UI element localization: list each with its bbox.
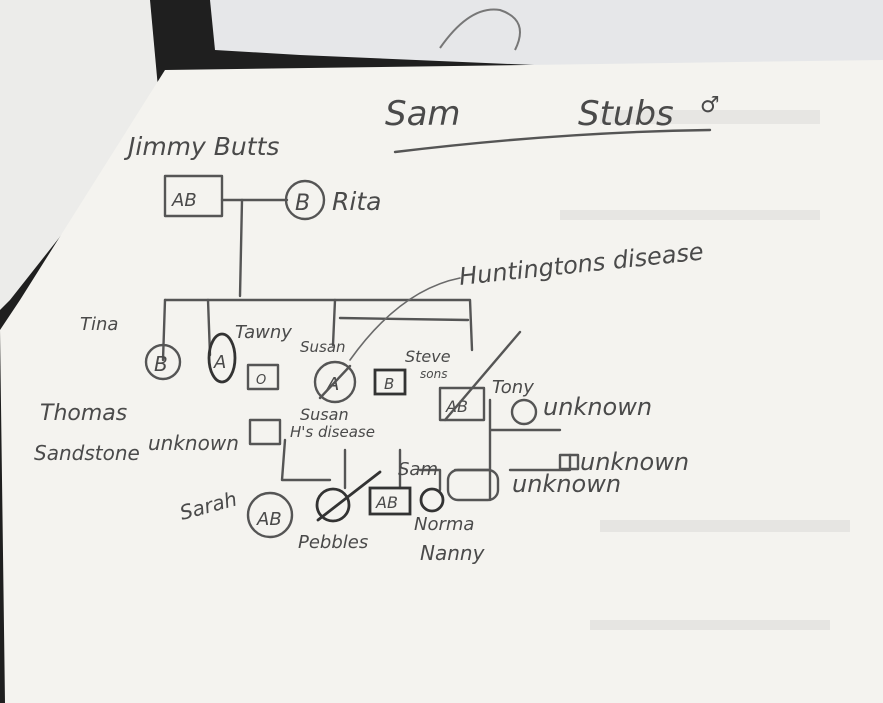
label-rita: Rita [332,187,382,216]
label-nanny: Nanny [420,541,485,565]
male-symbol: ♂ [700,93,720,118]
label-pebbles: Pebbles [298,532,369,553]
label-tina: Tina [80,314,119,335]
label-sam: Sam [398,459,438,480]
steve-blood-type: B [384,375,395,393]
label-thomas: Thomas [40,401,128,426]
sarah-blood-type: AB [257,509,282,530]
title-first-name: Sam [385,94,461,134]
its-disease-note: H's disease [290,423,375,441]
label-unknown-4: unknown [512,470,622,498]
label-unknown-1: unknown [543,393,653,421]
susan-blood-type: A [327,374,340,395]
tawny-blood-type: A [214,352,227,373]
sam-blood-type: AB [376,493,398,512]
small-square-blood: O [256,373,267,388]
tina-blood-type: B [154,352,168,376]
huntingtons-annotation: Huntingtons disease [457,237,705,291]
label-susan: Susan [300,405,349,424]
title-surname: Stubs [578,94,674,134]
label-sarah: Sarah [177,486,240,525]
label-jimmy-butts: Jimmy Butts [128,132,280,161]
label-tony: Tony [492,377,534,398]
label-unknown-3: unknown [580,448,690,476]
ab-right-blood: AB [446,397,468,416]
label-tawny: Tawny [235,322,292,343]
label-susan-top: Susan [300,338,346,356]
label-steve: Steve [405,347,451,366]
label-sandstone: Sandstone [34,441,140,465]
jimmy-blood-type: AB [172,190,197,211]
label-unknown-2: unknown [148,431,239,455]
label-sons: sons [420,367,448,381]
label-norma: Norma [414,514,475,535]
rita-blood-type: B [295,191,311,216]
